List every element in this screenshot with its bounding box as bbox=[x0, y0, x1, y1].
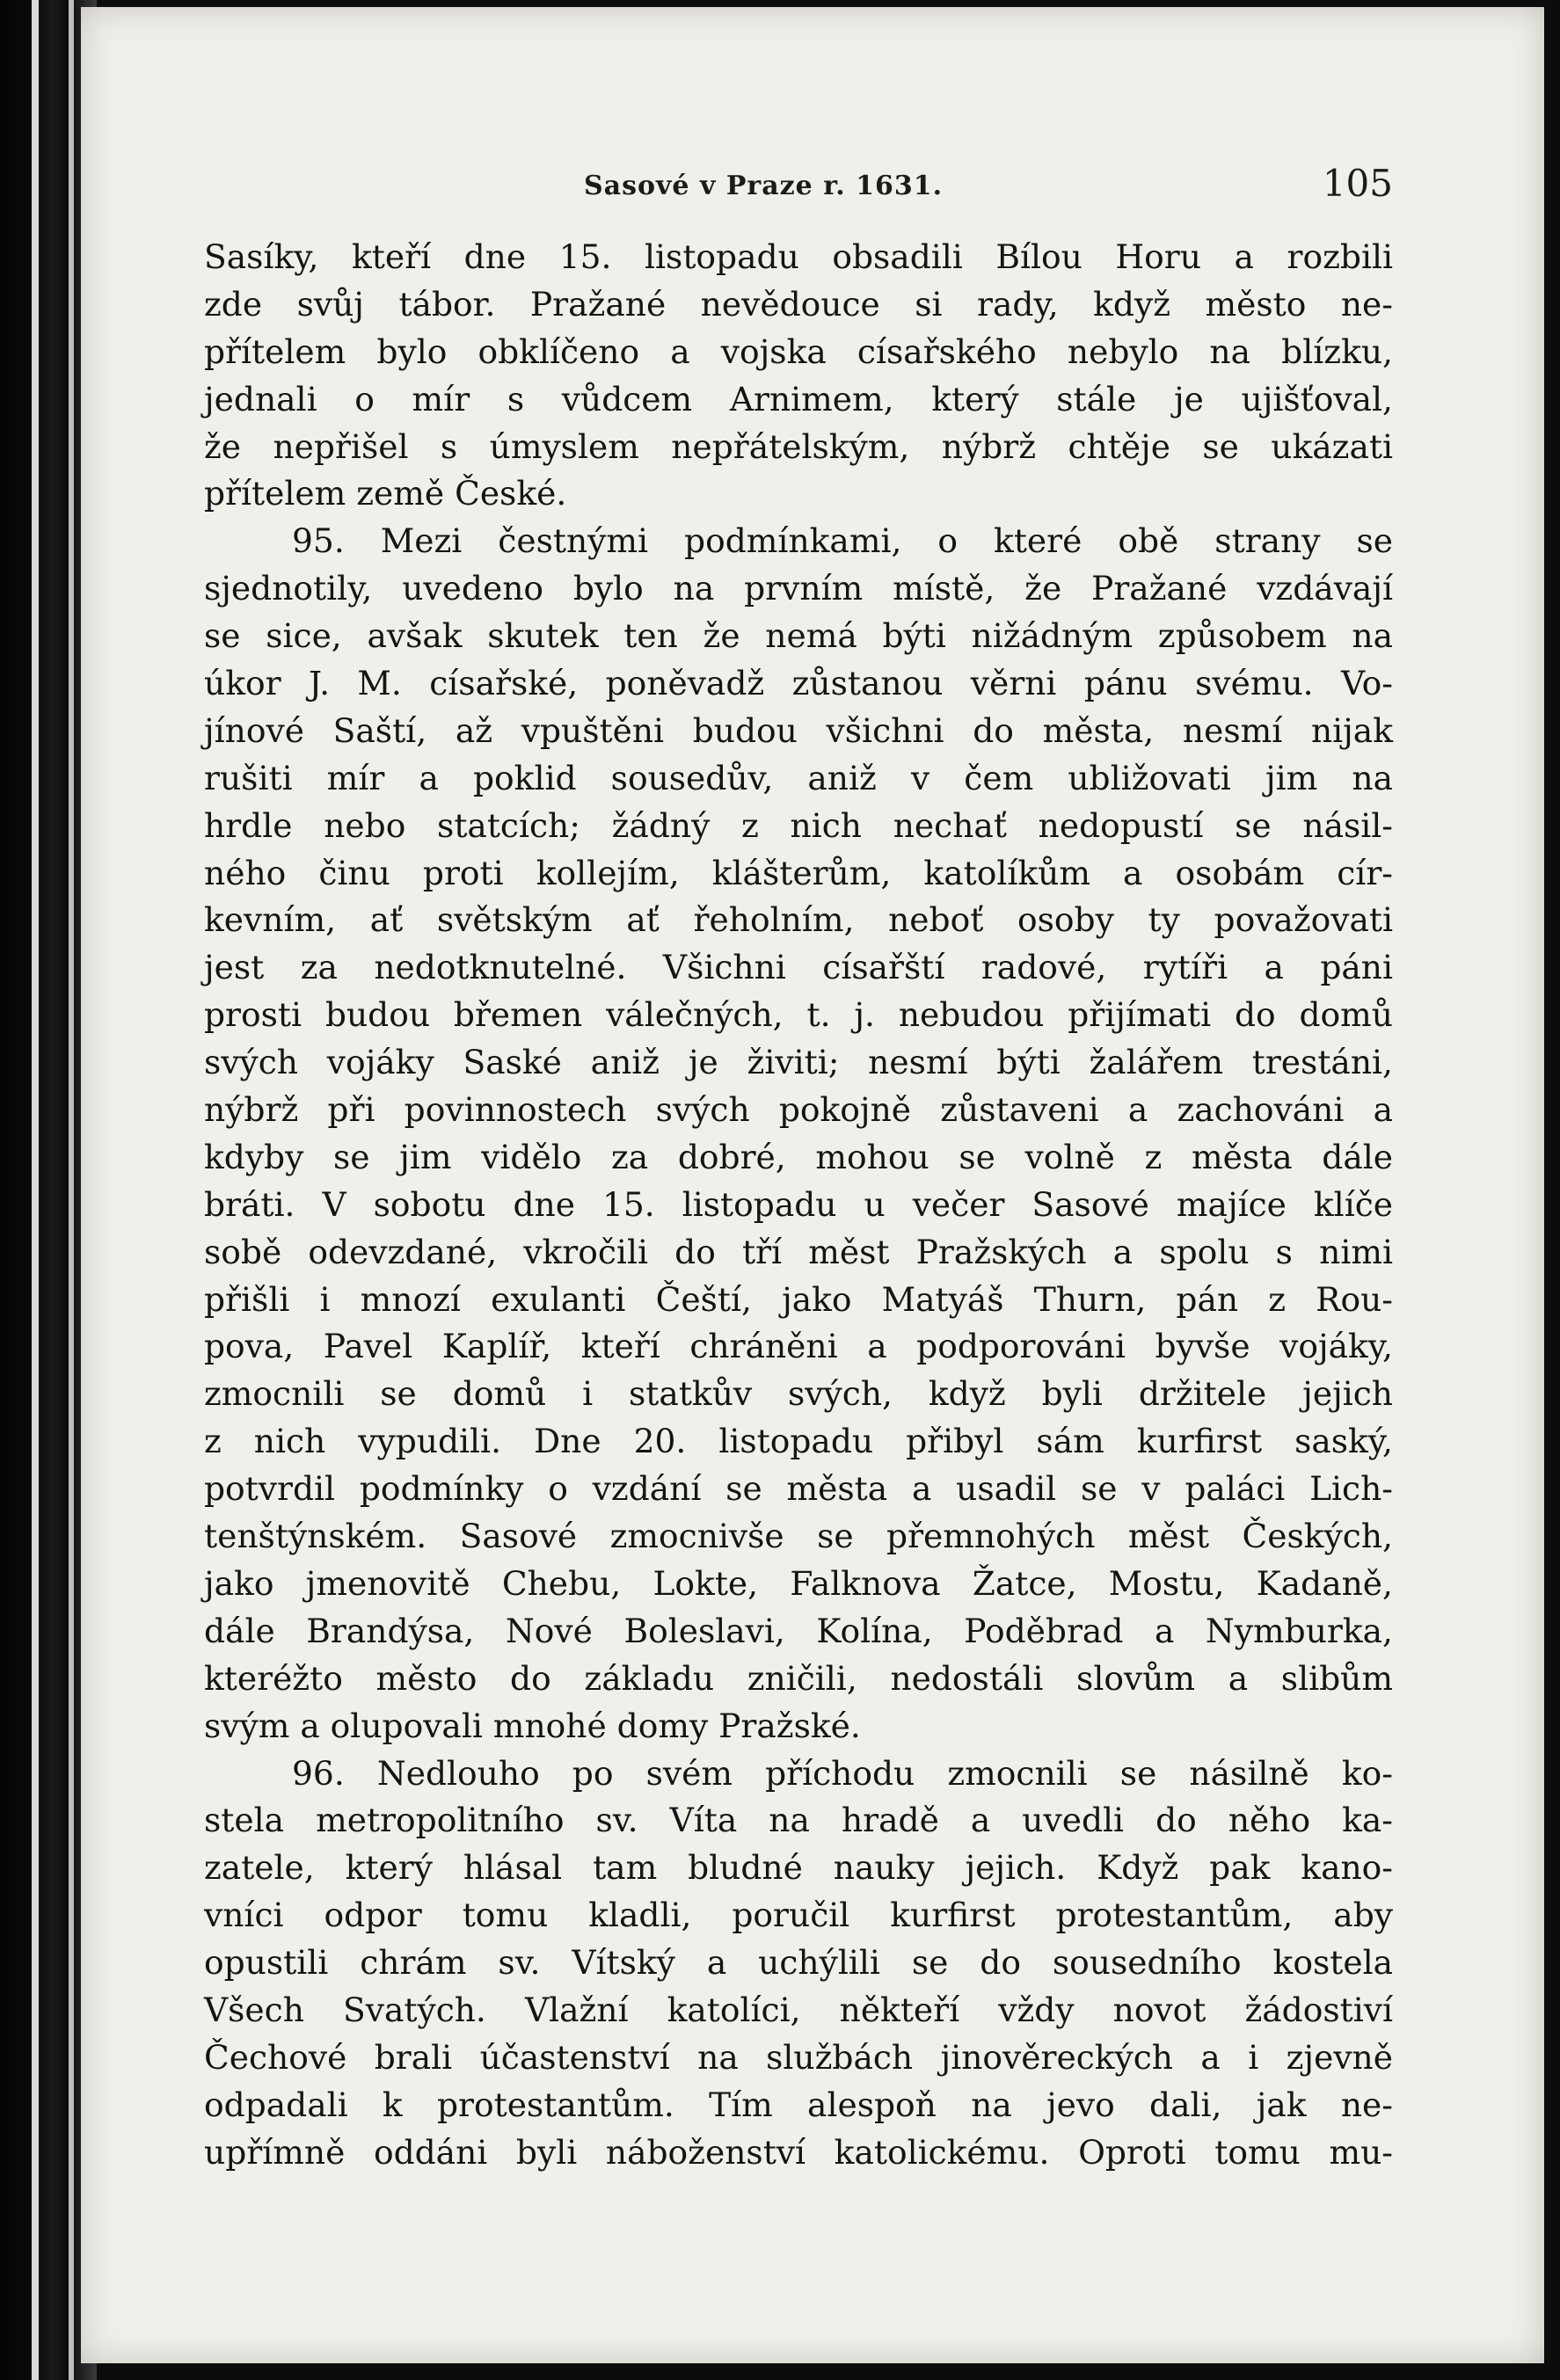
text-line: tenštýnském. Sasové zmocnivše se přemnohých měst Českých, bbox=[204, 1517, 1393, 1556]
body-text bbox=[204, 234, 1393, 2177]
text-line: zde svůj tábor. Pražané nevědouce si rady, když město ne- bbox=[204, 284, 1393, 324]
text-line: se sice, avšak skutek ten že nemá býti nižádným způsobem na bbox=[204, 616, 1393, 656]
paragraph-start-96: 96. Nedlouho po svém příchodu zmocnili se násilně ko- bbox=[292, 1753, 1393, 1793]
paragraph-start-95: 95. Mezi čestnými podmínkami, o které obě strany se bbox=[292, 521, 1393, 561]
text-line: nýbrž při povinnostech svých pokojně zůstaveni a zachováni a bbox=[204, 1090, 1393, 1130]
text-line: dále Brandýsa, Nové Boleslavi, Kolína, Poděbrad a Nymburka, bbox=[204, 1611, 1393, 1650]
text-line: jednali o mír s vůdcem Arnimem, který stále je ujišťoval, bbox=[204, 379, 1393, 419]
text-line: Sasíky, kteří dne 15. listopadu obsadili Bílou Horu a rozbili bbox=[204, 237, 1393, 276]
text-line: přítelem země České. bbox=[204, 474, 567, 513]
text-line: Čechové brali účastenství na službách jinověreckých a i zjevně bbox=[204, 2037, 1393, 2077]
text-line: jako jmenovitě Chebu, Lokte, Falknova Žatce, Mostu, Kadaně, bbox=[204, 1563, 1393, 1603]
text-line: potvrdil podmínky o vzdání se města a usadil se v paláci Lich- bbox=[204, 1469, 1393, 1509]
page-header bbox=[584, 155, 1393, 207]
text-line: kevním, ať světským ať řeholním, neboť osoby ty považovati bbox=[204, 900, 1393, 940]
text-line: rušiti mír a poklid sousedův, aniž v čem ubližovati jim na bbox=[204, 758, 1393, 797]
page-number: 105 bbox=[1322, 162, 1393, 205]
text-line: vníci odpor tomu kladli, poručil kurfirst protestantům, aby bbox=[204, 1896, 1393, 1935]
text-line: upřímně oddáni byli náboženství katolickému. Oproti tomu mu- bbox=[204, 2132, 1393, 2172]
text-line: přítelem bylo obklíčeno a vojska císařského nebylo na blízku, bbox=[204, 331, 1393, 371]
text-line: bráti. V sobotu dne 15. listopadu u večer Sasové majíce klíče bbox=[204, 1184, 1393, 1224]
running-title: Sasové v Praze r. 1631. bbox=[584, 171, 944, 201]
text-line: přišli i mnozí exulanti Čeští, jako Matyáš Thurn, pán z Rou- bbox=[204, 1279, 1393, 1319]
text-line: jínové Saští, až vpuštěni budou všichni do města, nesmí nijak bbox=[204, 710, 1393, 750]
text-line: ného činu proti kollejím, klášterům, katolíkům a osobám cír- bbox=[204, 853, 1393, 892]
text-line: z nich vypudili. Dne 20. listopadu přibyl sám kurfirst saský, bbox=[204, 1422, 1393, 1461]
text-line: že nepřišel s úmyslem nepřátelským, nýbrž chtěje se ukázati bbox=[204, 426, 1393, 466]
text-line: opustili chrám sv. Vítský a uchýlili se do sousedního kostela bbox=[204, 1943, 1393, 1983]
text-line: odpadali k protestantům. Tím alespoň na jevo dali, jak ne- bbox=[204, 2085, 1393, 2124]
scan-edge-stripe bbox=[69, 0, 74, 2380]
text-line: kdyby se jim vidělo za dobré, mohou se volně z města dále bbox=[204, 1137, 1393, 1176]
text-line: zmocnili se domů i statkův svých, když byli držitele jejich bbox=[204, 1374, 1393, 1414]
text-line: svým a olupovali mnohé domy Pražské. bbox=[204, 1706, 861, 1745]
text-line: Všech Svatých. Vlažní katolíci, někteří vždy novot žádostiví bbox=[204, 1990, 1393, 2029]
text-line: úkor J. M. císařské, poněvadž zůstanou věrni pánu svému. Vo- bbox=[204, 664, 1393, 703]
text-line: stela metropolitního sv. Víta na hradě a uvedli do něho ka- bbox=[204, 1801, 1393, 1840]
text-line: svých vojáky Saské aniž je živiti; nesmí býti žalářem trestáni, bbox=[204, 1043, 1393, 1082]
text-line: zatele, který hlásal tam bludné nauky jejich. Když pak kano- bbox=[204, 1848, 1393, 1888]
text-line: sjednotily, uvedeno bylo na prvním místě, že Pražané vzdávají bbox=[204, 569, 1393, 608]
scan-edge-stripe bbox=[32, 0, 39, 2380]
text-line: kteréžto město do základu zničili, nedostáli slovům a slibům bbox=[204, 1658, 1393, 1698]
text-line: jest za nedotknutelné. Všichni císařští radové, rytíři a páni bbox=[204, 948, 1393, 987]
text-line: prosti budou břemen válečných, t. j. nebudou přijímati do domů bbox=[204, 995, 1393, 1035]
text-line: sobě odevzdané, vkročili do tří měst Pražských a spolu s nimi bbox=[204, 1232, 1393, 1271]
text-line: hrdle nebo statcích; žádný z nich nechať nedopustí se násil- bbox=[204, 805, 1393, 845]
book-page bbox=[81, 7, 1544, 2363]
text-line: pova, Pavel Kaplíř, kteří chráněni a podporováni byvše vojáky, bbox=[204, 1327, 1393, 1366]
